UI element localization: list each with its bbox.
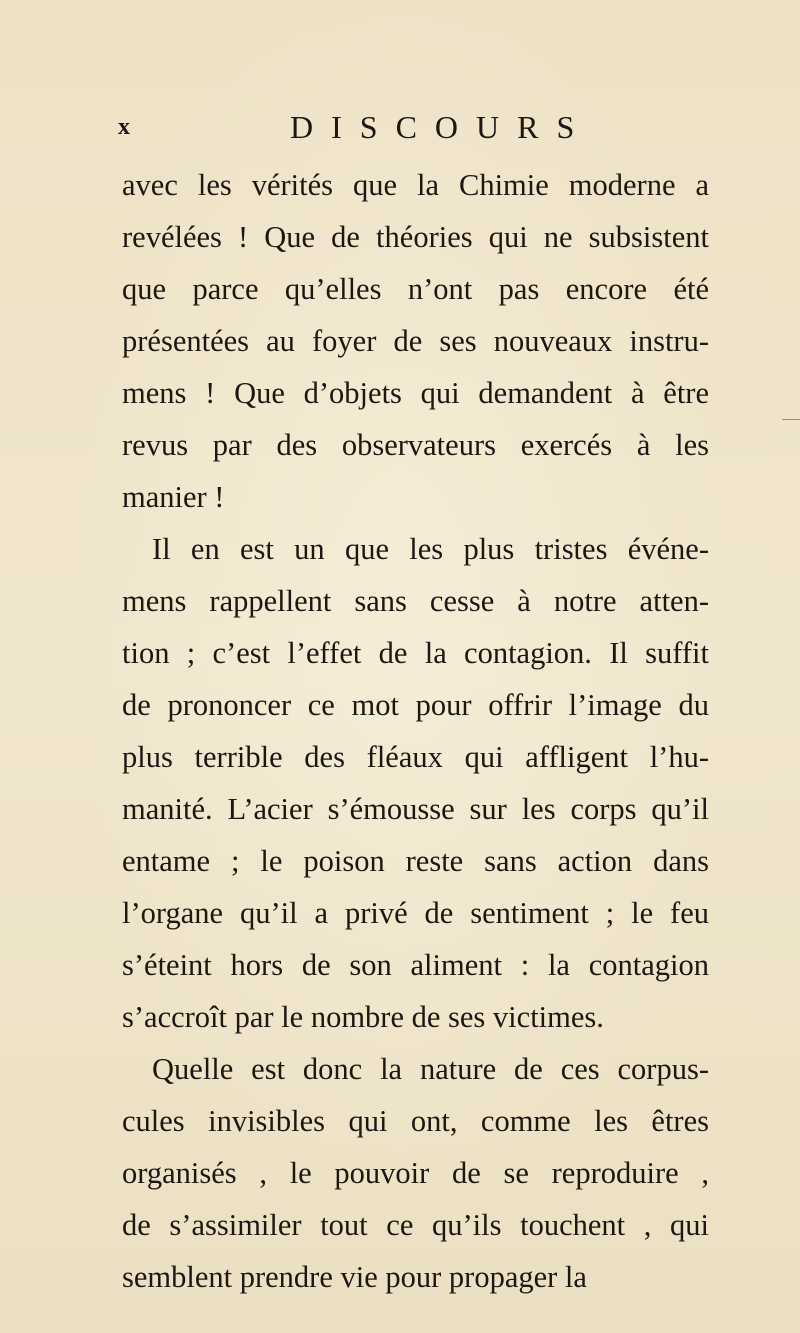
running-title: DISCOURS [290, 109, 593, 145]
text-line: revus par des observateurs exercés à les [122, 428, 709, 462]
text-line: présentées au foyer de ses nouveaux instru- [122, 324, 709, 358]
text-line: mens ! Que d’objets qui demandent à être [122, 376, 709, 410]
page-header [118, 110, 718, 150]
text-line: avec les vérités que la Chimie moderne a [122, 168, 709, 202]
text-line: entame ; le poison reste sans action dans [122, 844, 709, 878]
text-line: de prononcer ce mot pour offrir l’image du [122, 688, 709, 722]
text-line: Il en est un que les plus tristes événe- [152, 532, 709, 566]
text-line: manier ! [122, 480, 225, 514]
text-line: s’éteint hors de son aliment : la contagion [122, 948, 709, 982]
text-line: mens rappellent sans cesse à notre atten- [122, 584, 709, 618]
text-line: Quelle est donc la nature de ces corpus- [152, 1052, 709, 1086]
margin-dash [782, 419, 800, 420]
text-line: s’accroît par le nombre de ses victimes. [122, 1000, 604, 1034]
text-line: semblent prendre vie pour propager la [122, 1260, 587, 1294]
text-line: revélées ! Que de théories qui ne subsistent [122, 220, 709, 254]
text-line: plus terrible des fléaux qui affligent l’hu- [122, 740, 709, 774]
body-text [122, 159, 709, 1303]
text-line: cules invisibles qui ont, comme les êtres [122, 1104, 709, 1138]
page-number: x [118, 114, 130, 140]
text-line: organisés , le pouvoir de se reproduire , [122, 1156, 709, 1190]
text-line: de s’assimiler tout ce qu’ils touchent , qui [122, 1208, 709, 1242]
text-line: tion ; c’est l’effet de la contagion. Il suffit [122, 636, 709, 670]
text-line: manité. L’acier s’émousse sur les corps qu’il [122, 792, 709, 826]
text-line: l’organe qu’il a privé de sentiment ; le feu [122, 896, 709, 930]
text-line: que parce qu’elles n’ont pas encore été [122, 272, 709, 306]
